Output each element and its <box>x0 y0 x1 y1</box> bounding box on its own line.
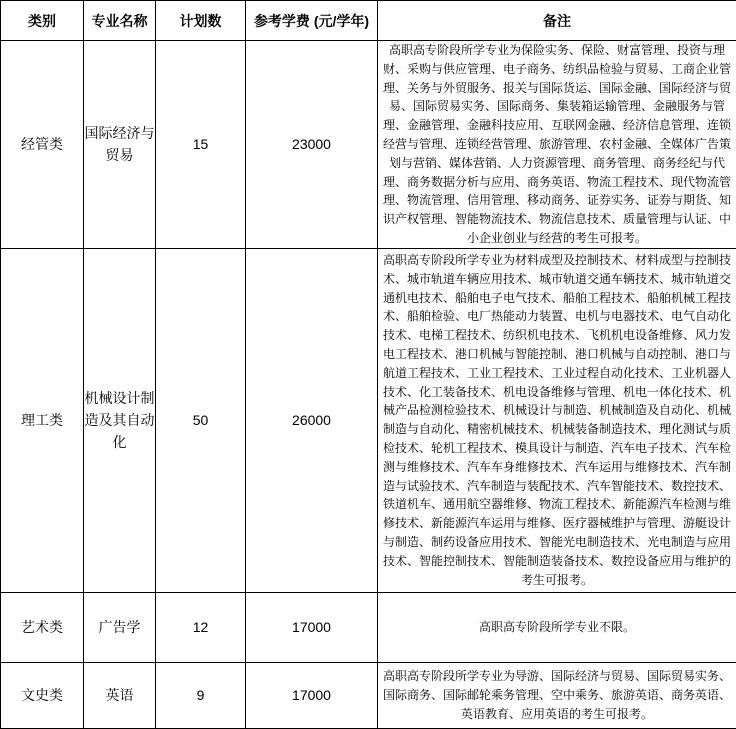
remark-cell: 高职高专阶段所学专业为保险实务、保险、财富管理、投资与理财、采购与供应管理、电子商务、纺织品检验与贸易、工商企业管理、关务与外贸服务、报关与国际货运、国际金融、国际经济与贸易、国际贸易实务、国际商务、集装箱运输管理、金融服务与管理、金融管理、金融科技应用、互联网金融、经济信息管理、连锁经营与管理、连锁经营管理、旅游管理、农村金融、全媒体广告策划与营销、媒体营销、人力资源管理、商务管理、商务经纪与代理、商务数据分析与应用、商务英语、物流工程技术、现代物流管理、物流管理、信用管理、移动商务、证券实务、证券与期货、知识产权管理、智能物流技术、物流信息技术、质量管理与认证、中小企业创业与经营的考生可报考。 <box>378 41 736 249</box>
tuition-cell: 26000 <box>246 248 378 592</box>
plan-count-cell: 12 <box>156 592 246 662</box>
category-cell: 艺术类 <box>1 592 84 662</box>
table-row-wenshi <box>1 662 736 728</box>
category-cell: 经管类 <box>1 41 84 249</box>
remark-cell: 高职高专阶段所学专业为材料成型及控制技术、材料成型与控制技术、城市轨道车辆应用技术、城市轨道交通车辆技术、城市轨道交通机电技术、船舶电子电气技术、船舶工程技术、船舶机械工程技术、船舶检验、电厂热能动力装置、电机与电器技术、电气自动化技术、电梯工程技术、纺织机电技术、飞机机电设备维修、风力发电工程技术、港口机械与智能控制、港口机械与自动控制、港口与航道工程技术、工业工程技术、工业过程自动化技术、工业机器人技术、化工装备技术、机电设备维修与管理、机电一体化技术、机械产品检测检验技术、机械设计与制造、机械制造及自动化、机械制造与自动化、精密机械技术、机械装备制造技术、理化测试与质检技术、轮机工程技术、模具设计与制造、汽车电子技术、汽车检测与维修技术、汽车车身维修技术、汽车运用与维修技术、汽车制造与试验技术、汽车制造与装配技术、汽车智能技术、数控技术、铁道机车、通用航空器维修、物流工程技术、新能源汽车检测与维修技术、新能源汽车运用与维修、医疗器械维护与管理、游艇设计与制造、制药设备应用技术、智能光电制造技术、光电制造与应用技术、智能控制技术、智能制造装备技术、数控设备应用与维护的考生可报考。 <box>378 248 736 592</box>
plan-count-cell: 15 <box>156 41 246 249</box>
major-cell: 机械设计制造及其自动化 <box>84 248 156 592</box>
table-row-ligong <box>1 248 736 592</box>
plan-count-cell: 9 <box>156 662 246 728</box>
tuition-cell: 17000 <box>246 592 378 662</box>
remark-cell: 高职高专阶段所学专业为导游、国际经济与贸易、国际贸易实务、国际商务、国际邮轮乘务管理、空中乘务、旅游英语、商务英语、英语教育、应用英语的考生可报考。 <box>378 662 736 728</box>
table-row-yishu <box>1 592 736 662</box>
header-row <box>1 1 736 41</box>
header-category: 类别 <box>1 1 84 41</box>
header-tuition: 参考学费 (元/学年) <box>246 1 378 41</box>
header-major-name: 专业名称 <box>84 1 156 41</box>
remark-cell: 高职高专阶段所学专业不限。 <box>378 592 736 662</box>
category-cell: 文史类 <box>1 662 84 728</box>
header-plan-count: 计划数 <box>156 1 246 41</box>
tuition-cell: 17000 <box>246 662 378 728</box>
tuition-cell: 23000 <box>246 41 378 249</box>
header-remark: 备注 <box>378 1 736 41</box>
major-cell: 英语 <box>84 662 156 728</box>
plan-count-cell: 50 <box>156 248 246 592</box>
major-cell: 广告学 <box>84 592 156 662</box>
table-row-jingguan <box>1 41 736 249</box>
major-cell: 国际经济与贸易 <box>84 41 156 249</box>
category-cell: 理工类 <box>1 248 84 592</box>
